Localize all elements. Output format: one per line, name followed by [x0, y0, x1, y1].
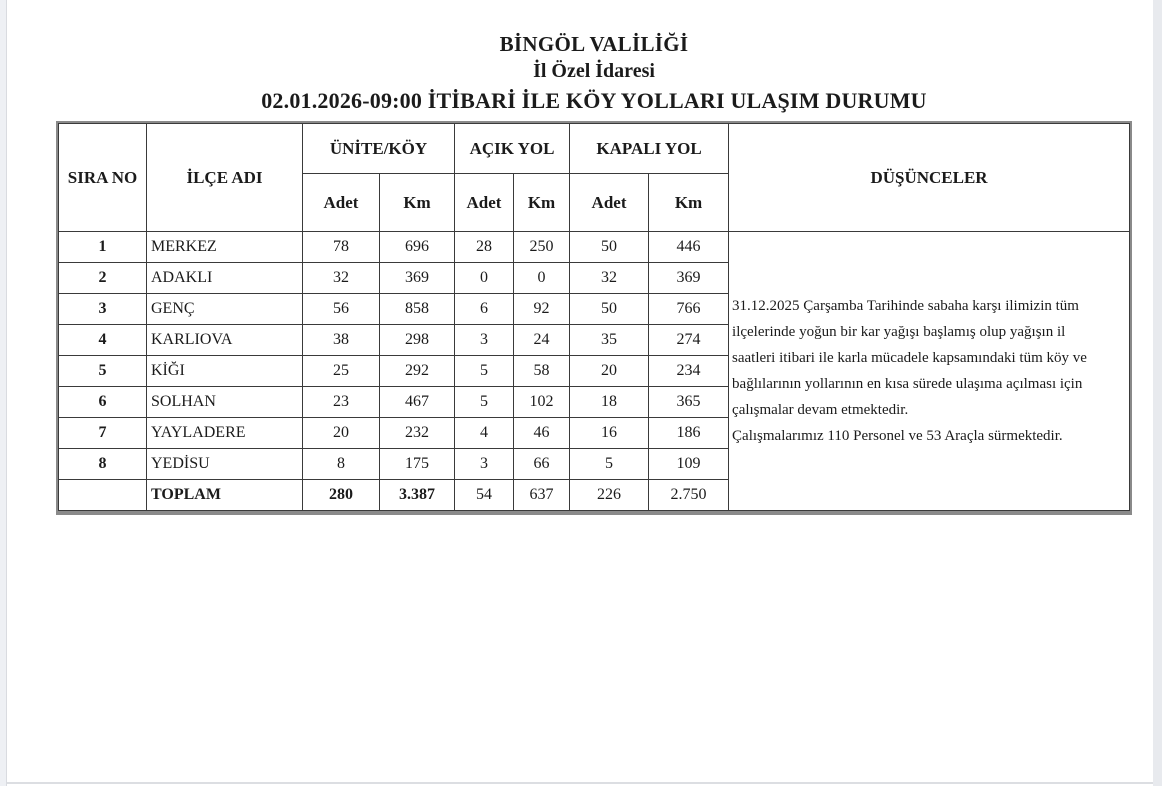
cell-kapali-adet: 32: [570, 263, 649, 294]
cell-district: KİĞI: [147, 356, 303, 387]
total-acik-adet: 54: [455, 480, 514, 511]
cell-unite-km: 369: [380, 263, 455, 294]
header-ilce-adi: İLÇE ADI: [147, 124, 303, 232]
cell-unite-km: 175: [380, 449, 455, 480]
total-unite-adet: 280: [303, 480, 380, 511]
subheader-kapali-km: Km: [649, 174, 729, 232]
cell-unite-km: 292: [380, 356, 455, 387]
cell-district: KARLIOVA: [147, 325, 303, 356]
cell-unite-adet: 8: [303, 449, 380, 480]
cell-kapali-km: 365: [649, 387, 729, 418]
cell-unite-km: 232: [380, 418, 455, 449]
cell-acik-km: 66: [514, 449, 570, 480]
cell-acik-adet: 3: [455, 325, 514, 356]
cell-district: YEDİSU: [147, 449, 303, 480]
header-acik-yol: AÇIK YOL: [455, 124, 570, 174]
cell-acik-km: 0: [514, 263, 570, 294]
road-status-table: [56, 121, 1132, 515]
cell-acik-km: 24: [514, 325, 570, 356]
cell-sira-no: 5: [59, 356, 147, 387]
scan-edge-left: [0, 0, 7, 786]
header-unite-koy: ÜNİTE/KÖY: [303, 124, 455, 174]
cell-acik-km: 250: [514, 232, 570, 263]
cell-sira-no: 2: [59, 263, 147, 294]
cell-kapali-km: 234: [649, 356, 729, 387]
cell-kapali-km: 109: [649, 449, 729, 480]
cell-sira-no: 6: [59, 387, 147, 418]
subheader-kapali-adet: Adet: [570, 174, 649, 232]
header-row-groups: [59, 124, 1130, 174]
cell-sira-no: 1: [59, 232, 147, 263]
total-kapali-km: 2.750: [649, 480, 729, 511]
remarks-line: çalışmalar devam etmektedir.: [732, 402, 909, 418]
cell-unite-adet: 56: [303, 294, 380, 325]
cell-unite-adet: 25: [303, 356, 380, 387]
cell-unite-adet: 38: [303, 325, 380, 356]
subheader-unite-km: Km: [380, 174, 455, 232]
cell-kapali-adet: 5: [570, 449, 649, 480]
total-unite-km: 3.387: [380, 480, 455, 511]
road-status-table-grid: [58, 123, 1130, 511]
header-dusunceler: DÜŞÜNCELER: [729, 124, 1130, 232]
table-row: [59, 232, 1130, 263]
cell-kapali-adet: 50: [570, 232, 649, 263]
cell-unite-km: 298: [380, 325, 455, 356]
cell-kapali-adet: 18: [570, 387, 649, 418]
cell-acik-km: 92: [514, 294, 570, 325]
cell-acik-km: 58: [514, 356, 570, 387]
cell-kapali-adet: 16: [570, 418, 649, 449]
remarks-line: 31.12.2025 Çarşamba Tarihinde sabaha karşı ilimizin tüm: [732, 298, 1079, 314]
cell-district: ADAKLI: [147, 263, 303, 294]
total-kapali-adet: 226: [570, 480, 649, 511]
cell-district: MERKEZ: [147, 232, 303, 263]
header-sira-no: SIRA NO: [59, 124, 147, 232]
cell-acik-adet: 4: [455, 418, 514, 449]
cell-acik-adet: 28: [455, 232, 514, 263]
remarks-cell: [729, 232, 1130, 511]
cell-acik-km: 46: [514, 418, 570, 449]
cell-kapali-km: 186: [649, 418, 729, 449]
cell-acik-adet: 5: [455, 356, 514, 387]
remarks-line: saatleri itibari ile karla mücadele kapsamındaki tüm köy ve: [732, 350, 1087, 366]
cell-district: YAYLADERE: [147, 418, 303, 449]
cell-acik-adet: 5: [455, 387, 514, 418]
total-acik-km: 637: [514, 480, 570, 511]
cell-acik-km: 102: [514, 387, 570, 418]
cell-unite-adet: 23: [303, 387, 380, 418]
subheader-unite-adet: Adet: [303, 174, 380, 232]
title-block: [0, 31, 1170, 116]
scan-edge-bottom: [7, 782, 1153, 784]
header-kapali-yol: KAPALI YOL: [570, 124, 729, 174]
remarks-line: bağlılarının yollarının en kısa sürede ulaşıma açılması için: [732, 376, 1083, 392]
cell-unite-km: 858: [380, 294, 455, 325]
cell-kapali-adet: 35: [570, 325, 649, 356]
remarks-line: ilçelerinde yoğun bir kar yağışı başlamış olup yağışın il: [732, 324, 1066, 340]
cell-kapali-km: 274: [649, 325, 729, 356]
cell-unite-adet: 32: [303, 263, 380, 294]
cell-unite-adet: 20: [303, 418, 380, 449]
total-label: TOPLAM: [147, 480, 303, 511]
cell-unite-adet: 78: [303, 232, 380, 263]
remarks-line: Çalışmalarımız 110 Personel ve 53 Araçla sürmektedir.: [732, 428, 1063, 444]
cell-sira-no: 8: [59, 449, 147, 480]
cell-district: SOLHAN: [147, 387, 303, 418]
cell-acik-adet: 6: [455, 294, 514, 325]
cell-kapali-km: 766: [649, 294, 729, 325]
cell-sira-no: 4: [59, 325, 147, 356]
cell-unite-km: 467: [380, 387, 455, 418]
report-title: 02.01.2026-09:00 İTİBARİ İLE KÖY YOLLARI ULAŞIM DURUMU: [261, 88, 927, 113]
cell-kapali-adet: 20: [570, 356, 649, 387]
cell-kapali-km: 369: [649, 263, 729, 294]
cell-acik-adet: 3: [455, 449, 514, 480]
cell-kapali-adet: 50: [570, 294, 649, 325]
department-title: İl Özel İdaresi: [533, 60, 655, 82]
subheader-acik-adet: Adet: [455, 174, 514, 232]
cell-sira-no: 7: [59, 418, 147, 449]
cell-district: GENÇ: [147, 294, 303, 325]
scan-edge-right: [1153, 0, 1162, 786]
org-title: BİNGÖL VALİLİĞİ: [499, 32, 689, 56]
subheader-acik-km: Km: [514, 174, 570, 232]
total-empty-cell: [59, 480, 147, 511]
cell-acik-adet: 0: [455, 263, 514, 294]
cell-sira-no: 3: [59, 294, 147, 325]
cell-kapali-km: 446: [649, 232, 729, 263]
cell-unite-km: 696: [380, 232, 455, 263]
